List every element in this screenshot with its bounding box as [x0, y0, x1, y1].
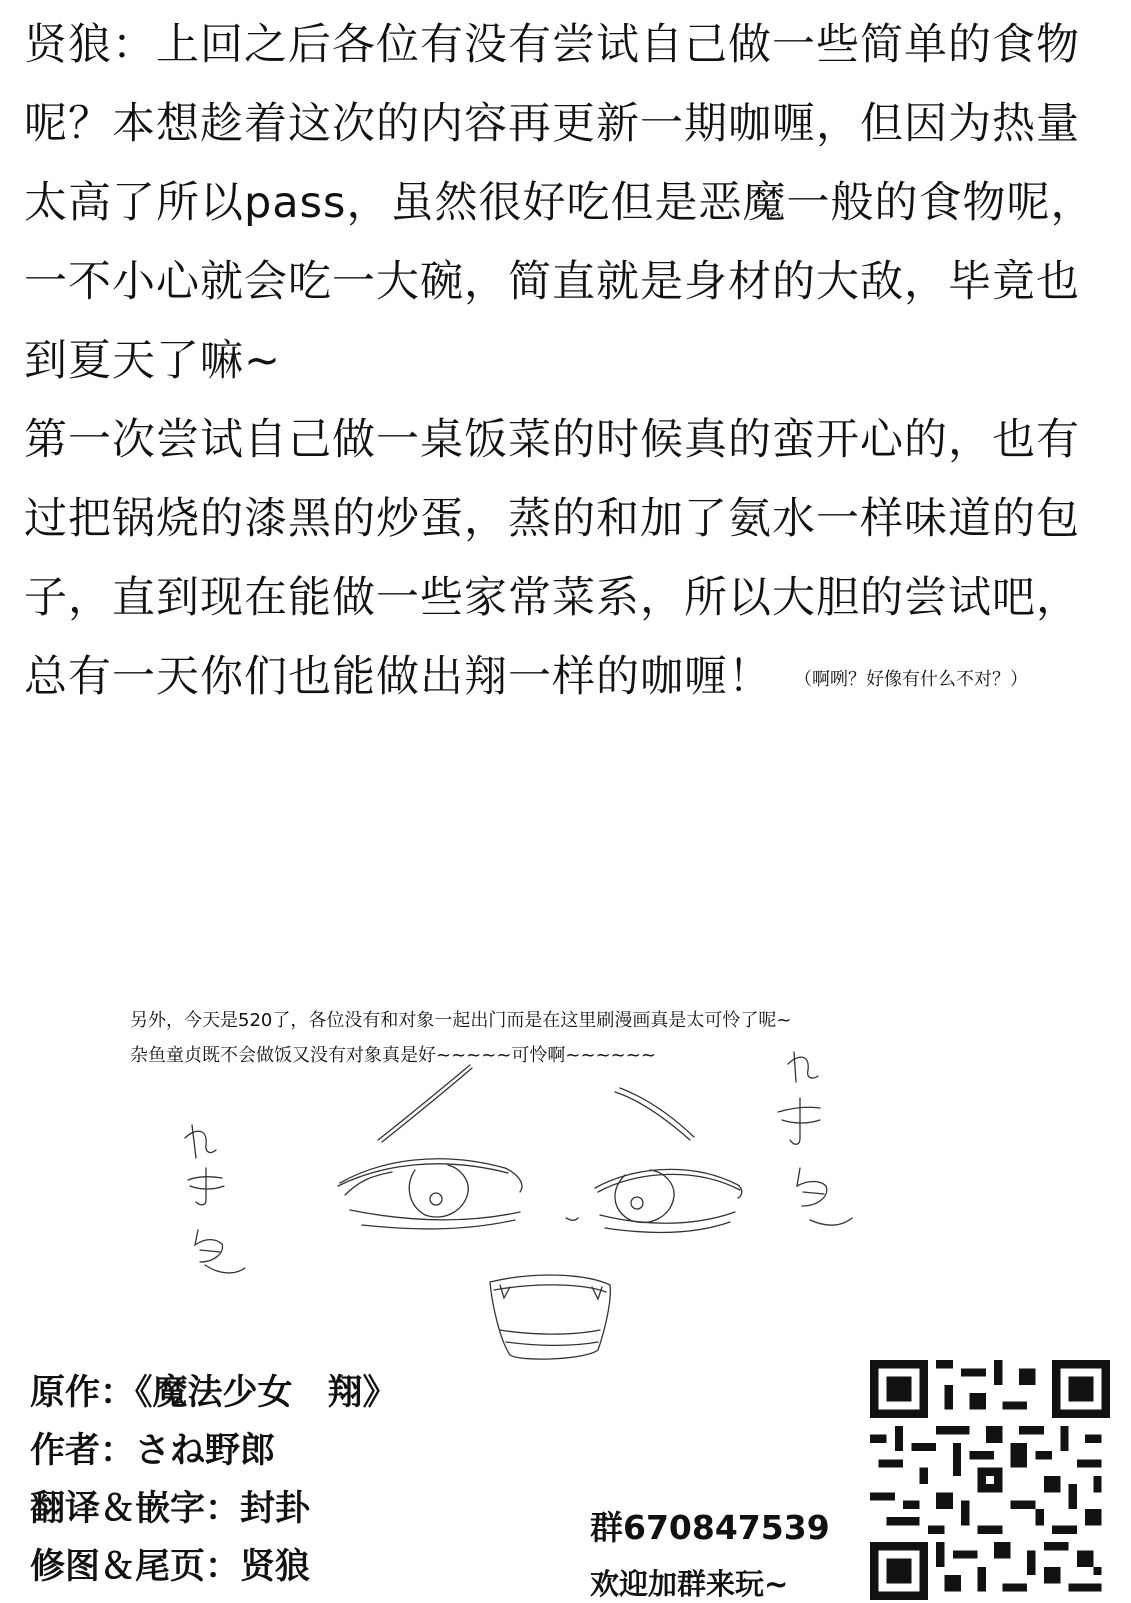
credit-translation: 翻译＆嵌字：封卦 [30, 1489, 311, 1529]
grin-mouth [490, 1275, 610, 1359]
aside-remark: （啊咧？好像有什么不对？） [794, 669, 1028, 690]
nose [566, 1218, 578, 1220]
credit-editing: 修图＆尾页：贤狼 [30, 1547, 311, 1587]
group-invite: 欢迎加群来玩~ [590, 1567, 789, 1601]
small-note-1: 另外，今天是520了，各位没有和对象一起出门而是在这里刷漫画真是太可怜了呢~ [130, 1010, 792, 1031]
credit-original: 原作：《魔法少女 翔》 [30, 1373, 398, 1413]
credits-block [30, 1364, 398, 1596]
note-line-6: 第一次尝试自己做一桌饭菜的时候真的蛮开心的，也有 [24, 415, 1080, 465]
qr-code[interactable] [870, 1360, 1110, 1600]
note-line-9-text: 总有一天你们也能做出翔一样的咖喱！ [24, 652, 772, 702]
note-line-2: 呢？本想趁着这次的内容再更新一期咖喱，但因为热量 [24, 99, 1080, 149]
note-line-5: 到夏天了嘛~ [24, 336, 282, 386]
left-caption-doodle [185, 1125, 245, 1273]
note-line-4: 一不小心就会吃一大碗，简直就是身材的大敌，毕竟也 [24, 257, 1080, 307]
credit-author: 作者：さね野郎 [30, 1431, 276, 1471]
note-line-3: 太高了所以pass，虽然很好吃但是恶魔一般的食物呢， [24, 178, 1095, 228]
note-line-1: 贤狼：上回之后各位有没有尝试自己做一些简单的食物 [24, 20, 1080, 70]
right-eye [595, 1169, 742, 1232]
small-note-2: 杂鱼童贞既不会做饭又没有对象真是好~~~~~可怜啊~~~~~~ [130, 1045, 656, 1066]
note-line-7: 过把锅烧的漆黑的炒蛋，蒸的和加了氨水一样味道的包 [24, 494, 1080, 544]
note-line-8: 子，直到现在能做一些家常菜系，所以大胆的尝试吧， [24, 573, 1080, 623]
group-number: 群670847539 [590, 1508, 830, 1547]
right-caption-doodle [778, 1052, 852, 1225]
right-eyebrow [615, 1088, 694, 1140]
left-eye [338, 1159, 522, 1229]
left-eyebrow [378, 1065, 472, 1142]
